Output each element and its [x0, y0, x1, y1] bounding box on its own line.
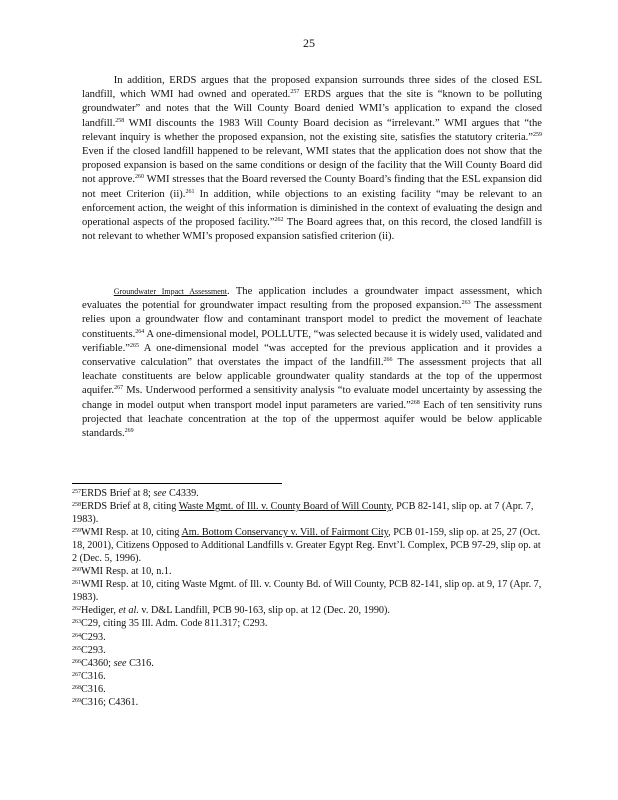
footnotes: [72, 488, 544, 711]
sentence: In addition, while objections to an existing facility “may be relevant to an enforcement action, the weight of this information is diminished in the context of evaluating the design and operational aspects of the proposed facility.”: [82, 188, 542, 229]
body-paragraph-2: [82, 285, 542, 441]
sentence: A one-dimensional model “was accepted for the previous application and it provides a conservative calculation” that overstates the impact of the landfill.: [82, 342, 542, 369]
sentence: WMI discounts the 1983 Will County Board decision as “irrelevant.” WMI argues that “the relevant inquiry is whether the proposed expansion, not the existing site, satisfies the statutory criteria.”: [82, 117, 542, 143]
footnote-257: $^{257}$ERDS Brief at 8; see C4339.: [72, 488, 199, 499]
footnote-ref: 263: [461, 300, 471, 307]
sentence: The Board agrees that, on this record, the closed landfill is not relevant to whether WMI’s proposed expansion satisfied criterion (ii).: [82, 217, 542, 243]
footnote-258: $^{258}$ERDS Brief at 8, citing Waste Mgmt. of Ill. v. County Board of Will County, PCB 82-141, slip op. at 7 (Apr. 7, 1983).: [72, 501, 534, 525]
body-paragraph-1: [82, 74, 542, 244]
footnote-ref: 258: [115, 117, 125, 124]
footnote-ref: 257: [290, 89, 300, 96]
footnote-ref: 259: [533, 131, 542, 138]
footnote-ref: 267: [114, 385, 124, 392]
sentence: . The application includes a groundwater impact assessment, which evaluates the potential for groundwater impact resulting from the proposed expansion.: [82, 286, 542, 312]
sentence: The assessment projects that all leachate constituents are below applicable groundwater quality standards at the top of the uppermost aquifer.: [82, 357, 542, 397]
sentence: ERDS argues that the site is “known to be polluting groundwater” and notes that the Will County Board denied WMI’s application to expand the closed landfill.: [82, 89, 543, 129]
footnote-ref: 269: [124, 428, 134, 435]
footnote-261: $^{261}$WMI Resp. at 10, citing Waste Mgmt. of Ill. v. County Bd. of Will County, PCB 82-141, slip op. at 9, 17 (Apr. 7, 1983).: [72, 579, 542, 603]
footnote-265: $^{265}$C293.: [72, 644, 106, 656]
footnote-ref: 268: [410, 399, 420, 406]
footnote-ref: 261: [185, 188, 195, 195]
footnote-259: $^{259}$WMI Resp. at 10, citing Am. Bottom Conservancy v. Vill. of Fairmont City, PCB 01-159, slip op. at 25, 27 (Oct. 18, 2001), Citizens Opposed to Additional Landfills v. Greater Egypt Reg. Envt’l. Complex, PCB 97-29, slip op. at 2 (Dec. 5, 1996).: [72, 527, 541, 564]
footnote-269: $^{269}$C316; C4361.: [72, 697, 139, 709]
sentence: Each of ten sensitivity runs projected that leachate concentration at the top of the uppermost aquifer would be below applicable standards.: [82, 399, 542, 440]
page-number: 25: [303, 36, 315, 50]
sentence: The assessment relies upon a groundwater flow and contaminant transport model to predict the movement of leachate constituents.: [82, 300, 543, 340]
footnote-ref: 260: [135, 174, 145, 181]
footnote-260: $^{260}$WMI Resp. at 10, n.1.: [72, 565, 172, 577]
footnote-262: $^{262}$Hediger, et al. v. D&L Landfill, PCB 90-163, slip op. at 12 (Dec. 20, 1990).: [72, 605, 390, 617]
footnote-268: $^{268}$C316.: [72, 684, 106, 696]
footnote-ref: 262: [274, 217, 284, 224]
footnote-264: $^{264}$C293.: [72, 631, 106, 643]
footnote-263: $^{263}$C29, citing 35 Ill. Adm. Code 811.317; C293.: [72, 618, 268, 630]
footnote-ref: 266: [383, 357, 393, 364]
sentence: A one-dimensional model, POLLUTE, “was selected because it is widely used, validated and verifiable.”: [82, 328, 542, 354]
footnote-divider: [72, 483, 282, 484]
footnote-ref: 264: [135, 328, 145, 335]
footnote-267: $^{267}$C316.: [72, 671, 106, 683]
sentence: Ms. Underwood performed a sensitivity analysis “to evaluate model uncertainty by assessing the change in model output when transport model input parameters are varied.”: [82, 385, 542, 411]
footnote-ref: 265: [129, 342, 139, 349]
section-heading: Groundwater Impact Assessment: [113, 287, 227, 296]
footnote-266: $^{266}$C4360; see C316.: [72, 657, 154, 669]
sentence: WMI stresses that the Board reversed the County Board’s finding that the ESL expansion did not meet Criterion (ii).: [82, 174, 542, 200]
sentence: In addition, ERDS argues that the proposed expansion surrounds three sides of the closed ESL landfill, which WMI had owned and operated.: [82, 75, 542, 101]
sentence: Even if the closed landfill happened to be relevant, WMI states that the application does not show that the proposed expansion is based on the same conditions or design of the facility that the Will County Board did not approve.: [82, 146, 542, 186]
